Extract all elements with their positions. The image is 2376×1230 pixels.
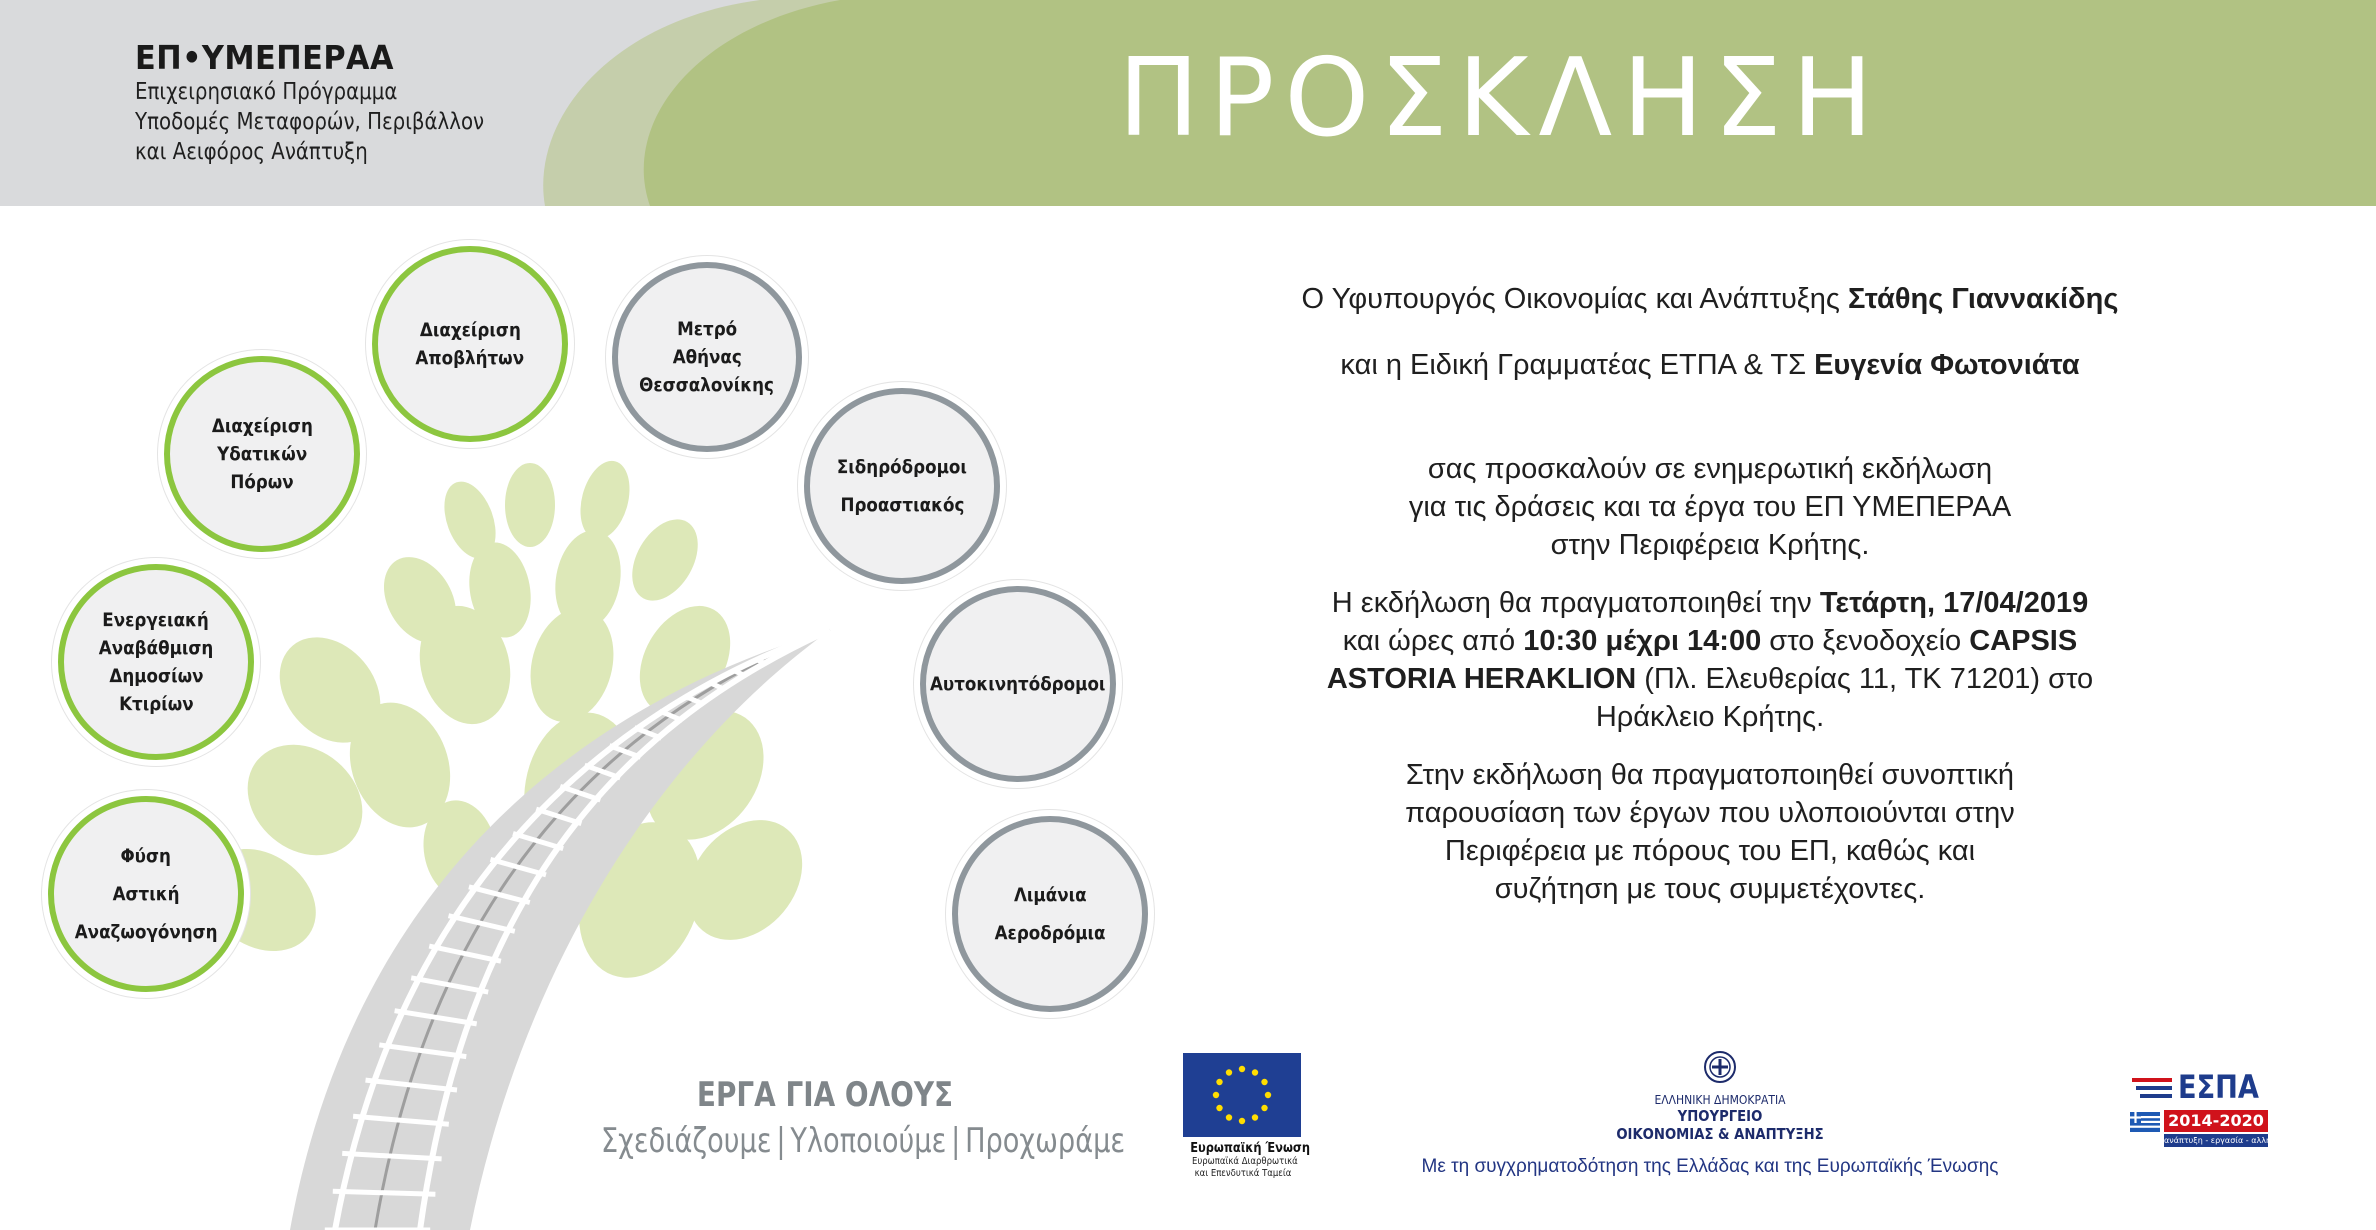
invite-line: για τις δράσεις και τα έργα του ΕΠ ΥΜΕΠΕΡΑΑ: [1408, 491, 2012, 523]
rail-sleeper: [799, 642, 803, 644]
circle-label: Αστική: [112, 883, 180, 905]
text-segment: Η εκδήλωση θα πραγματοποιηθεί την: [1331, 587, 1820, 619]
invite-line: σας προσκαλούν σε ενημερωτική εκδήλωση: [1427, 453, 1993, 485]
eu-star: [1261, 1079, 1267, 1085]
circle-energy-upgrade: [58, 564, 254, 760]
circle-label: Αυτοκινητόδρομοι: [930, 673, 1106, 695]
slogan-item: Υλοποιούμε: [790, 1121, 947, 1161]
host-name: Ευγενία Φωτονιάτα: [1814, 349, 2080, 381]
circle-label: Υδατικών: [216, 443, 308, 465]
circle-nature-urban-regeneration: [48, 796, 244, 992]
eu-fund-line: Ευρωπαϊκά Διαρθρωτικά: [1192, 1156, 1298, 1167]
circle-label: Φύση: [120, 845, 172, 867]
eu-fund-line: και Επενδυτικά Ταμεία: [1194, 1168, 1292, 1179]
eu-star: [1239, 1118, 1245, 1124]
circle-label: Αποβλήτων: [415, 347, 525, 369]
event-date: Τετάρτη, 17/04/2019: [1819, 587, 2089, 619]
program-line: και Αειφόρος Ανάπτυξη: [135, 139, 368, 165]
invitation-title: ΠΡΟΣΚΛΗΣΗ: [1118, 36, 1883, 161]
espa-years: 2014-2020: [2164, 1110, 2268, 1132]
slogan-item: Προχωράμε: [965, 1121, 1126, 1161]
leaf: [518, 599, 625, 732]
cofunding-note: Με τη συγχρηματοδότηση της Ελλάδας και της Ευρωπαϊκής Ένωσης: [1421, 1156, 1999, 1177]
slogan-separator: |: [776, 1121, 786, 1161]
program-title: ΕΠ•ΥΜΕΠΕΡΑΑ: [135, 38, 394, 77]
eu-logo: [1183, 1053, 1310, 1180]
circle-label: Διαχείριση: [419, 319, 521, 341]
circle-label: Κτιρίων: [118, 693, 194, 715]
espa-logo: [2130, 1068, 2300, 1148]
circle-water-resources: [164, 356, 360, 552]
circle-label: Προαστιακός: [840, 494, 964, 516]
event-line: [1200, 622, 2220, 660]
eu-star: [1216, 1105, 1222, 1111]
eu-star: [1226, 1114, 1232, 1120]
event-line: Ηράκλειο Κρήτης.: [1595, 701, 1825, 733]
summary-line: Περιφέρεια με πόρους του ΕΠ, καθώς και: [1444, 835, 1976, 867]
rail-sleeper: [778, 650, 785, 653]
hosts-line-2: [1200, 346, 2220, 384]
slogan-item: Σχεδιάζουμε: [601, 1121, 772, 1161]
text-segment: στο ξενοδοχείο: [1761, 625, 1970, 657]
eu-star: [1213, 1092, 1219, 1098]
eu-star: [1252, 1069, 1258, 1075]
circle-label: Σιδηρόδρομοι: [836, 456, 968, 478]
circle-label: Αθήνας: [672, 346, 742, 368]
ministry-logo: [1600, 1050, 1840, 1143]
circle-label: Μετρό: [676, 318, 738, 340]
text-segment: και η Ειδική Γραμματέας ΕΤΠΑ & ΤΣ: [1340, 349, 1815, 381]
gov-ministry-line: ΟΙΚΟΝΟΜΙΑΣ & ΑΝΑΠΤΥΞΗΣ: [1616, 1125, 1824, 1143]
hosts-line-1: [1200, 280, 2220, 318]
circle-metro: [612, 262, 802, 452]
leaf: [572, 455, 637, 544]
greek-emblem-icon: [1703, 1050, 1737, 1084]
slogan-separator: |: [951, 1121, 961, 1161]
circle-highways: [920, 586, 1116, 782]
leaf: [619, 508, 711, 612]
footer-logos: [0, 1040, 2376, 1230]
eu-star: [1252, 1114, 1258, 1120]
espa-tagline: ανάπτυξη - εργασία - αλληλεγγύη: [2164, 1136, 2300, 1145]
espa-mark-icon: [2130, 1074, 2174, 1106]
event-time: 10:30 μέχρι 14:00: [1523, 625, 1762, 657]
header-banner: [0, 0, 2376, 206]
summary-line: Στην εκδήλωση θα πραγματοποιηθεί συνοπτική: [1405, 759, 2015, 791]
invitation-text: [1200, 280, 2220, 908]
eu-flag-icon: [1183, 1053, 1301, 1137]
circle-label: Δημοσίων: [108, 665, 204, 687]
eu-star: [1239, 1066, 1245, 1072]
circle-label: Θεσσαλονίκης: [639, 374, 775, 396]
circle-label: Λιμάνια: [1013, 884, 1087, 906]
summary-line: συζήτηση με τους συμμετέχοντες.: [1494, 873, 1926, 905]
circle-label: Διαχείριση: [211, 415, 313, 437]
event-venue: CAPSIS: [1969, 625, 2078, 657]
gov-republic: ΕΛΛΗΝΙΚΗ ΔΗΜΟΚΡΑΤΙΑ: [1654, 1093, 1786, 1107]
event-line: [1200, 584, 2220, 622]
eu-name: Ευρωπαϊκή Ένωση: [1190, 1141, 1310, 1156]
eu-fund-text: [1192, 1156, 1298, 1180]
circle-label: Αναζωογόνηση: [74, 921, 218, 943]
host-name: Στάθης Γιαννακίδης: [1847, 283, 2119, 315]
gov-ministry-line: ΥΠΟΥΡΓΕΙΟ: [1677, 1107, 1763, 1125]
program-block: [135, 38, 615, 167]
text-segment: Ο Υφυπουργός Οικονομίας και Ανάπτυξης: [1301, 283, 1848, 315]
rail-sleeper: [817, 635, 819, 636]
eu-star: [1261, 1105, 1267, 1111]
circle-label: Πόρων: [230, 471, 294, 493]
circle-ports-airports: [952, 816, 1148, 1012]
summary-line: παρουσίαση των έργων που υλοποιούνται στην: [1405, 797, 2015, 829]
eu-star: [1226, 1069, 1232, 1075]
eu-star: [1265, 1092, 1271, 1098]
circle-label: Ενεργειακή: [102, 609, 210, 631]
circle-railways: [804, 388, 1000, 584]
text-segment: (Πλ. Ελευθερίας 11, ΤΚ 71201) στο: [1636, 663, 2094, 695]
circle-waste-management: [372, 246, 568, 442]
leaf: [505, 463, 555, 547]
event-line: [1200, 660, 2220, 698]
greek-flag-icon: [2130, 1112, 2160, 1132]
invite-line: στην Περιφέρεια Κρήτης.: [1550, 529, 1870, 561]
program-line: Υποδομές Μεταφορών, Περιβάλλον: [135, 109, 485, 135]
program-line: Επιχειρησιακό Πρόγραμμα: [135, 79, 398, 105]
circle-label: Αεροδρόμια: [994, 922, 1106, 944]
eu-star: [1216, 1079, 1222, 1085]
circle-label: Αναβάθμιση: [98, 637, 214, 659]
espa-word: ΕΣΠΑ: [2178, 1068, 2259, 1106]
slogan-title: ΕΡΓΑ ΓΙΑ ΟΛΟΥΣ: [696, 1075, 954, 1115]
event-venue: ASTORIA HERAKLION: [1326, 663, 1637, 695]
text-segment: και ώρες από: [1342, 625, 1524, 657]
